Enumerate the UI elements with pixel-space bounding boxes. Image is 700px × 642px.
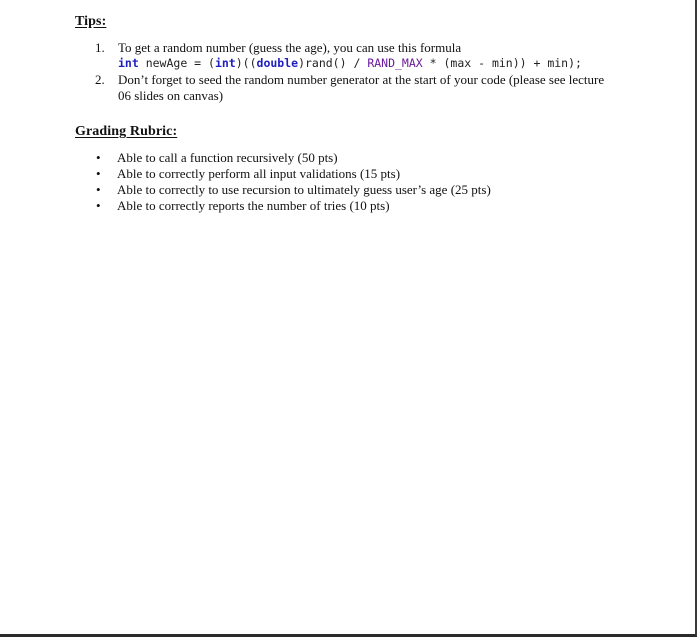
bullet-icon: •	[96, 182, 101, 197]
code-keyword: double	[256, 56, 299, 70]
rubric-item	[95, 182, 615, 198]
tips-heading: Tips:	[75, 14, 107, 29]
code-text: newAge = (	[138, 56, 215, 70]
code-macro: RAND_MAX	[367, 56, 423, 70]
rubric-item	[95, 150, 615, 166]
rubric-item	[95, 166, 615, 182]
tips-item-number: 2.	[95, 72, 105, 87]
rubric-item-text: Able to correctly to use recursion to ultimately guess user’s age (25 pts)	[117, 182, 491, 197]
code-text: * (max - min)) + min);	[422, 56, 582, 70]
rubric-item	[95, 198, 615, 214]
code-keyword: int	[118, 56, 139, 70]
code-keyword: int	[214, 56, 236, 70]
tips-list	[95, 40, 615, 105]
rubric-item-text: Able to call a function recursively (50 pts)	[117, 150, 338, 165]
rubric-item-text: Able to correctly perform all input validations (15 pts)	[117, 166, 401, 181]
code-snippet	[118, 56, 615, 71]
bullet-icon: •	[96, 166, 101, 181]
rubric-item-text: Able to correctly reports the number of tries (10 pts)	[117, 198, 390, 213]
tips-item-text: Don’t forget to seed the random number generator at the start of your code (please see lecture 06 slides on canvas)	[118, 72, 605, 103]
tips-item-text: To get a random number (guess the age), you can use this formula	[118, 40, 462, 55]
tips-item-2	[95, 72, 615, 104]
code-text: )((	[235, 56, 257, 70]
tips-item-1	[95, 40, 615, 71]
tips-item-number: 1.	[95, 40, 105, 55]
bullet-icon: •	[96, 150, 101, 165]
rubric-heading: Grading Rubric:	[75, 124, 178, 139]
rubric-list	[95, 150, 615, 214]
bullet-icon: •	[96, 198, 101, 213]
code-text: )rand() /	[298, 56, 368, 70]
